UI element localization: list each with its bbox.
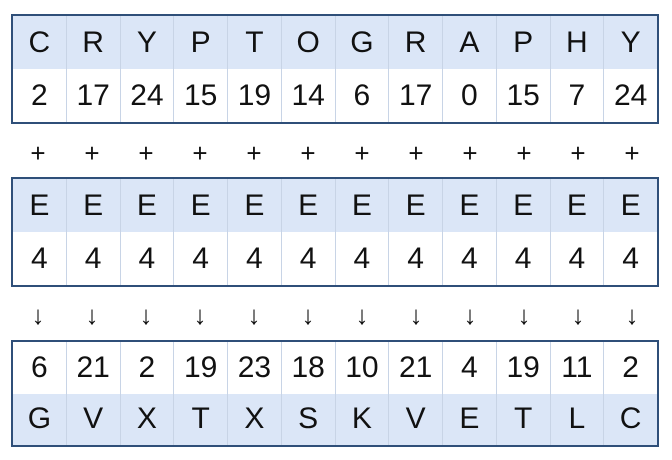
ciphertext-number-cell: 18 bbox=[281, 342, 335, 394]
plaintext-letter-cell: P bbox=[496, 16, 550, 69]
plaintext-letter-cell: A bbox=[442, 16, 496, 69]
plaintext-letter-cell: R bbox=[388, 16, 442, 69]
down-arrow-icon: ↓ bbox=[193, 300, 207, 330]
plaintext-number-row bbox=[13, 69, 657, 122]
plus-symbol: + bbox=[300, 138, 316, 168]
key-number-cell: 4 bbox=[496, 232, 550, 285]
plus-symbol: + bbox=[516, 138, 532, 168]
plaintext-number-cell: 2 bbox=[31, 78, 48, 112]
key-letter-cell: E bbox=[120, 179, 174, 232]
key-letter-row bbox=[13, 179, 657, 232]
plaintext-letter-cell: R bbox=[66, 16, 120, 69]
ciphertext-table bbox=[11, 340, 659, 447]
ciphertext-letter-cell: G bbox=[27, 402, 52, 436]
plaintext-letter-cell: G bbox=[335, 16, 389, 69]
ciphertext-number-cell: 21 bbox=[66, 342, 120, 394]
key-number-cell: 4 bbox=[31, 241, 48, 275]
down-arrow-icon: ↓ bbox=[85, 300, 99, 330]
plus-symbol: + bbox=[192, 138, 208, 168]
ciphertext-number-row bbox=[13, 342, 657, 394]
ciphertext-number-cell: 21 bbox=[388, 342, 442, 394]
key-number-cell: 4 bbox=[335, 232, 389, 285]
down-arrow-icon: ↓ bbox=[247, 300, 261, 330]
key-letter-cell: E bbox=[227, 179, 281, 232]
key-number-cell: 4 bbox=[442, 232, 496, 285]
ciphertext-letter-cell: X bbox=[227, 394, 281, 446]
plaintext-number-cell: 24 bbox=[603, 69, 657, 122]
plaintext-number-cell: 17 bbox=[66, 69, 120, 122]
down-arrow-icon: ↓ bbox=[517, 300, 531, 330]
down-arrow-icon: ↓ bbox=[139, 300, 153, 330]
key-number-cell: 4 bbox=[281, 232, 335, 285]
ciphertext-letter-cell: V bbox=[66, 394, 120, 446]
ciphertext-number-cell: 2 bbox=[120, 342, 174, 394]
key-letter-cell: E bbox=[442, 179, 496, 232]
key-table bbox=[11, 177, 659, 287]
key-letter-cell: E bbox=[496, 179, 550, 232]
plus-operator-row bbox=[11, 140, 659, 166]
ciphertext-number-cell: 10 bbox=[335, 342, 389, 394]
down-arrow-icon: ↓ bbox=[301, 300, 315, 330]
key-number-cell: 4 bbox=[66, 232, 120, 285]
plaintext-letter-cell: O bbox=[281, 16, 335, 69]
plus-symbol: + bbox=[570, 138, 586, 168]
down-arrow-icon: ↓ bbox=[625, 300, 639, 330]
plaintext-letter-cell: P bbox=[173, 16, 227, 69]
ciphertext-number-cell: 6 bbox=[31, 350, 48, 384]
down-arrow-icon: ↓ bbox=[571, 300, 585, 330]
plus-symbol: + bbox=[30, 138, 46, 168]
ciphertext-letter-cell: E bbox=[442, 394, 496, 446]
plus-symbol: + bbox=[246, 138, 262, 168]
key-letter-cell: E bbox=[281, 179, 335, 232]
plaintext-number-cell: 7 bbox=[550, 69, 604, 122]
key-letter-cell: E bbox=[388, 179, 442, 232]
plaintext-number-cell: 6 bbox=[335, 69, 389, 122]
key-letter-cell: E bbox=[603, 179, 657, 232]
key-number-cell: 4 bbox=[603, 232, 657, 285]
key-number-cell: 4 bbox=[388, 232, 442, 285]
key-number-cell: 4 bbox=[120, 232, 174, 285]
ciphertext-letter-cell: C bbox=[603, 394, 657, 446]
ciphertext-number-cell: 19 bbox=[496, 342, 550, 394]
plaintext-letter-cell: H bbox=[550, 16, 604, 69]
ciphertext-letter-cell: K bbox=[335, 394, 389, 446]
ciphertext-letter-cell: T bbox=[173, 394, 227, 446]
ciphertext-letter-cell: T bbox=[496, 394, 550, 446]
plus-symbol: + bbox=[408, 138, 424, 168]
ciphertext-number-cell: 4 bbox=[442, 342, 496, 394]
plus-symbol: + bbox=[138, 138, 154, 168]
down-arrow-icon: ↓ bbox=[355, 300, 369, 330]
ciphertext-letter-cell: X bbox=[120, 394, 174, 446]
ciphertext-number-cell: 2 bbox=[603, 342, 657, 394]
key-letter-cell: E bbox=[335, 179, 389, 232]
plaintext-letter-cell: T bbox=[227, 16, 281, 69]
plaintext-number-cell: 14 bbox=[281, 69, 335, 122]
plaintext-number-cell: 17 bbox=[388, 69, 442, 122]
plaintext-number-cell: 15 bbox=[496, 69, 550, 122]
down-arrow-icon: ↓ bbox=[463, 300, 477, 330]
ciphertext-letter-cell: S bbox=[281, 394, 335, 446]
plaintext-number-cell: 24 bbox=[120, 69, 174, 122]
plaintext-number-cell: 15 bbox=[173, 69, 227, 122]
arrow-row bbox=[11, 302, 659, 328]
key-number-row bbox=[13, 232, 657, 285]
ciphertext-number-cell: 23 bbox=[227, 342, 281, 394]
key-number-cell: 4 bbox=[550, 232, 604, 285]
down-arrow-icon: ↓ bbox=[409, 300, 423, 330]
plaintext-number-cell: 19 bbox=[227, 69, 281, 122]
plus-symbol: + bbox=[84, 138, 100, 168]
plaintext-letter-cell: C bbox=[28, 25, 51, 59]
plaintext-letter-row bbox=[13, 16, 657, 69]
ciphertext-letter-row bbox=[13, 394, 657, 446]
down-arrow-icon: ↓ bbox=[31, 300, 45, 330]
key-letter-cell: E bbox=[66, 179, 120, 232]
ciphertext-letter-cell: V bbox=[388, 394, 442, 446]
plaintext-number-cell: 0 bbox=[442, 69, 496, 122]
ciphertext-letter-cell: L bbox=[550, 394, 604, 446]
key-letter-cell: E bbox=[29, 188, 50, 222]
key-letter-cell: E bbox=[550, 179, 604, 232]
key-letter-cell: E bbox=[173, 179, 227, 232]
plaintext-table bbox=[11, 14, 659, 124]
plus-symbol: + bbox=[624, 138, 640, 168]
plaintext-letter-cell: Y bbox=[603, 16, 657, 69]
ciphertext-number-cell: 11 bbox=[550, 342, 604, 394]
plus-symbol: + bbox=[462, 138, 478, 168]
key-number-cell: 4 bbox=[173, 232, 227, 285]
plus-symbol: + bbox=[354, 138, 370, 168]
plaintext-letter-cell: Y bbox=[120, 16, 174, 69]
ciphertext-number-cell: 19 bbox=[173, 342, 227, 394]
key-number-cell: 4 bbox=[227, 232, 281, 285]
